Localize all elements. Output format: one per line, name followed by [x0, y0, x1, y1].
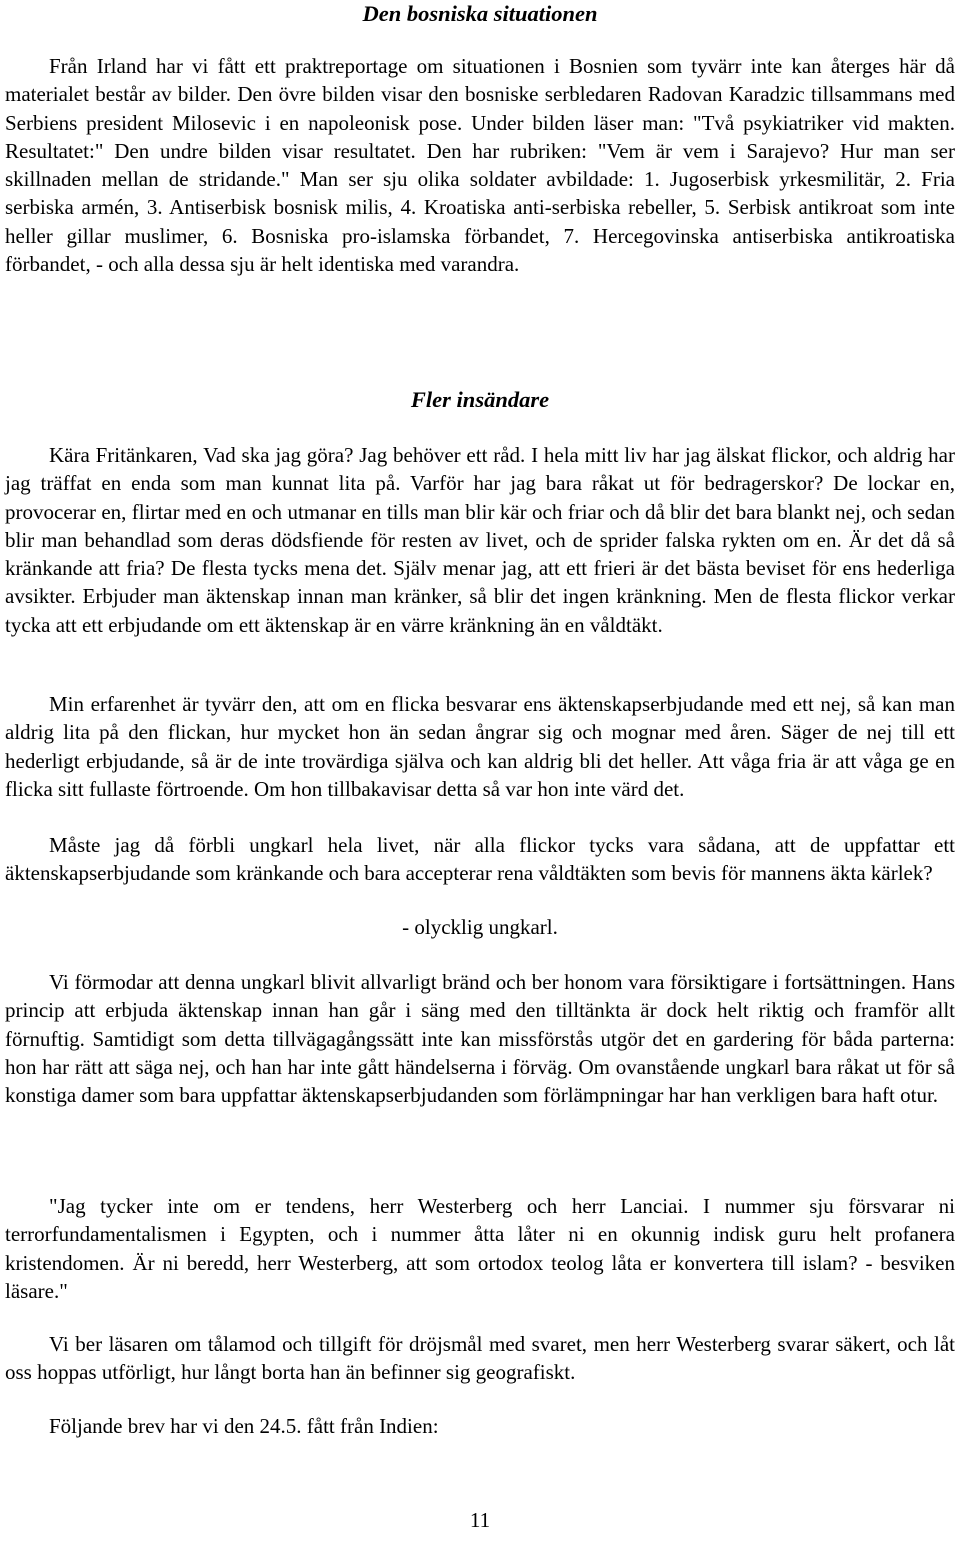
section-title-letters: Fler insändare	[410, 387, 550, 412]
letter-paragraph-1: Kära Fritänkaren, Vad ska jag göra? Jag behöver ett råd. I hela mitt liv har jag älskat flickor, och aldrig har jag träffat en enda som man kunnat lita på. Varför har jag bara råkat ut för bedragerskor? De lockar en, provocerar en, flirtar med en och utmanar en tills man blir kär och friar och då blir det bara blankt nej, och sedan blir man behandlad som deras dödsfiende för resten av livet, och de sprider falska rykten om en. Är det då så kränkande att fria? De flesta tycks mena det. Själv menar jag, att ett frieri är det bästa beviset för ens hederliga avsikter. Erbjuder man äktenskap innan man kränker, så blir det ingen kränkning. Men de flesta flickor verkar tycka att ett erbjudande om ett äktenskap är en värre kränkning än en våldtäkt.	[5, 443, 955, 637]
letter-paragraph-2: Min erfarenhet är tyvärr den, att om en flicka besvarar ens äktenskapserbjudande med ett nej, så kan man aldrig lita på den flickan, hur mycket hon än sedan ångrar sig och mognar med åren. Säger de nej till ett hederligt erbjudande, så är de inte trovärdiga själva och kan aldrig bli det heller. Att våga fria är att våga ge en flicka sitt fullaste förtroende. Om hon tillbakavisar detta så var hon inte värd det.	[5, 692, 955, 801]
closing-line: Följande brev har vi den 24.5. fått från Indien:	[49, 1414, 439, 1438]
page-number: 11	[469, 1508, 491, 1532]
bosnia-paragraph: Från Irland har vi fått ett praktreportage om situationen i Bosnien som tyvärr inte kan återges här då materialet består av bilder. Den övre bilden visar den bosniske serbledaren Radovan Karadzic tillsammans med Serbiens president Milosevic i en napoleonisk pose. Under bilden läser man: "Två psykiatriker vid makten. Resultatet:" Den undre bilden visar resultatet. Den har rubriken: "Vem är vem i Sarajevo? Hur man ser skillnaden mellan de stridande." Man ser sju olika soldater avbildade: 1. Jugoserbisk yrkesmilitär, 2. Fria serbiska armén, 3. Antiserbisk bosnisk milis, 4. Kroatiska anti-serbiska rebeller, 5. Serbisk antikroat som inte heller gillar muslimer, 6. Bosniska pro-islamska förbandet, 7. Hercegovinska antiserbiska antikroatiska förbandet, - och alla dessa sju är helt identiska med varandra.	[5, 54, 955, 277]
editor-reply-1: Vi förmodar att denna ungkarl blivit allvarligt bränd och ber honom vara försiktigare i fortsättningen. Hans princip att erbjuda äktenskap innan han går i säng med den tilltänkta är dock helt riktig och framför allt förnuftig. Samtidigt som detta tillvägagångssätt inte kan missförstås utgör det en gardering för båda parterna: hon har rätt att säga nej, och han har inte gått händelserna i förväg. Om ovanstående ungkarl bara råkat ut för så konstiga damer som bara uppfattar äktenskapserbjudanden som förlämpningar har han verkligen bara haft otur.	[5, 970, 955, 1108]
letter-paragraph-3: Måste jag då förbli ungkarl hela livet, när alla flickor tycks vara sådana, att de uppfattar ett äktenskapserbjudande som kränkande och bara accepterar rena våldtäkten som bevis för mannens äkta kärlek?	[5, 833, 955, 886]
reader-letter-2: "Jag tycker inte om er tendens, herr Westerberg och herr Lanciai. I nummer sju försvarar ni terrorfundamentalismen i Egypten, och i nummer åtta låter ni en okunnig indisk guru helt profanera kristendomen. Är ni beredd, herr Westerberg, att som ortodox teolog låta er konvertera till islam? - besviken läsare."	[5, 1194, 955, 1303]
editor-reply-2: Vi ber läsaren om tålamod och tillgift för dröjsmål med svaret, men herr Westerberg svarar säkert, och låt oss hoppas utförligt, hur långt borta han än befinner sig geografiskt.	[5, 1332, 955, 1385]
section-title-bosnia: Den bosniska situationen	[362, 1, 598, 26]
letter-signature: - olycklig ungkarl.	[402, 915, 558, 939]
